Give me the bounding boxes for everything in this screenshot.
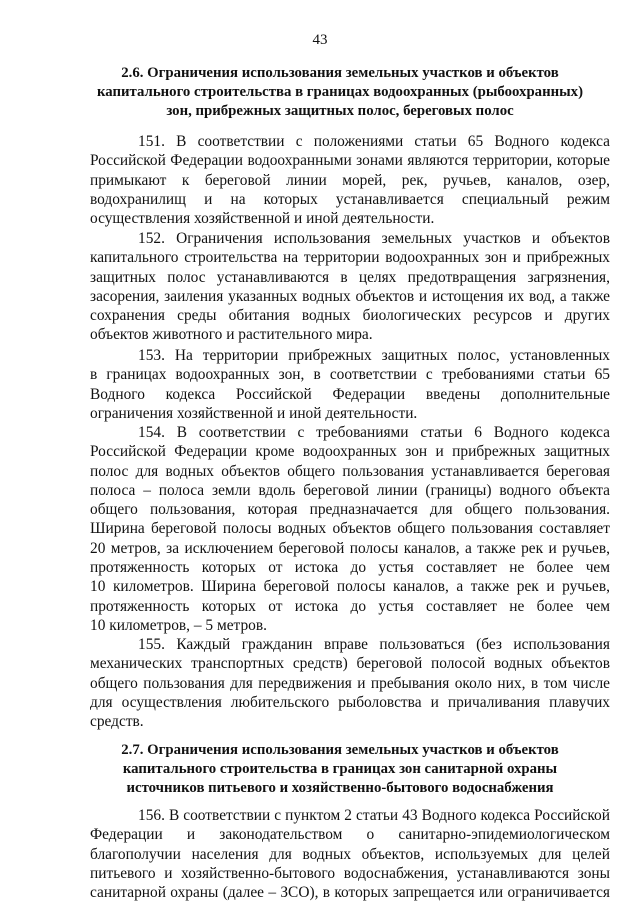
text-line: ограничения хозяйственной и иной деятельности. [90,404,418,422]
title-line: зон, прибрежных защитных полос, береговых полос [166,103,514,119]
text-line: 151. В соответствии с положениями статьи 65 Водного кодекса [138,133,610,150]
text-line: Водного кодекса Российской Федерации введены дополнительные [90,385,610,403]
text-line: средств. [90,713,144,731]
paragraph-156 [90,806,610,902]
text-line: протяженность которых от истока до устья составляет не более чем [90,559,610,577]
text-line: благополучии населения для водных объектов, используемых для целей [90,845,610,863]
text-line: для осуществления любительского рыболовства и причаливания плавучих [90,693,610,711]
title-line: 2.6. Ограничения использования земельных участков и объектов [121,65,559,81]
section-title-2-6 [90,64,590,121]
text-line: полоса – полоса земли вдоль береговой линии (границы) водного объекта [90,481,610,499]
title-line: 2.7. Ограничения использования земельных участков и объектов [121,742,559,758]
text-line: Федерации и законодательством о санитарно-эпидемиологическом [90,826,610,844]
text-line: капитального строительства на территории водоохранных зон и прибрежных [90,249,610,267]
text-line: в границах водоохранных зон, в соответствии с требованиями статьи 65 [90,366,610,384]
text-line: Российской Федерации кроме водоохранных зон и прибрежных защитных [90,443,610,461]
title-line: капитального строительства в границах водоохранных (рыбоохранных) [97,84,583,100]
text-line: сохранения среды обитания водных биологических ресурсов и других [90,307,610,325]
text-line: 154. В соответствии с требованиями статьи 6 Водного кодекса [138,424,610,441]
section-title-2-7 [90,741,590,798]
text-line: 20 метров, за исключением береговой полосы каналов, а также рек и ручьев, [90,539,610,557]
text-line: общего пользования для передвижения и пребывания около них, в том числе [90,674,610,692]
text-line: водохранилищ и на которых устанавливается специальный режим [90,190,610,208]
paragraph-152 [90,229,610,345]
text-line: 152. Ограничения использования земельных участков и объектов [138,230,610,247]
paragraph-155 [90,635,610,731]
title-line: капитального строительства в границах зон санитарной охраны [122,761,558,777]
text-line: засорения, заиления указанных водных объектов и истощения их вод, а также [90,287,610,305]
text-line: санитарной охраны (далее – ЗСО), в которых запрещается или ограничивается [90,884,610,902]
paragraph-154 [90,423,610,635]
text-line: 156. В соответствии с пунктом 2 статьи 43 Водного кодекса Российской [138,807,610,824]
text-line: механических транспортных средств) береговой полосой водных объектов [90,655,610,673]
text-line: питьевого и хозяйственно-бытового водоснабжения, устанавливаются зоны [90,864,610,882]
text-line: объектов животного и растительного мира. [90,326,373,344]
text-line: примыкают к береговой линии морей, рек, ручьев, каналов, озер, [90,171,610,189]
text-line: осуществления хозяйственной и иной деятельности. [90,210,435,228]
text-line: Ширина береговой полосы водных объектов общего пользования составляет [90,520,610,538]
text-line: протяженность которых от истока до устья составляет не более чем [90,597,610,615]
text-line: 10 километров. Ширина береговой полосы каналов, а также рек и ручьев, [90,578,610,596]
page-number: 43 [312,32,328,48]
paragraph-151 [90,132,610,228]
title-line: источников питьевого и хозяйственно-бытового водоснабжения [126,780,554,796]
text-line: 153. На территории прибрежных защитных полос, установленных [138,347,610,364]
text-line: полос для водных объектов общего пользования устанавливается береговая [90,462,610,480]
text-line: Российской Федерации водоохранными зонами являются территории, которые [90,152,610,170]
text-line: общего пользования, которая предназначается для общего пользования. [90,501,610,519]
paragraph-153 [90,346,610,423]
text-line: 10 километров, – 5 метров. [90,616,267,634]
text-line: защитных полос устанавливаются в целях предотвращения загрязнения, [90,268,610,286]
text-line: 155. Каждый гражданин вправе пользоваться (без использования [138,636,610,653]
